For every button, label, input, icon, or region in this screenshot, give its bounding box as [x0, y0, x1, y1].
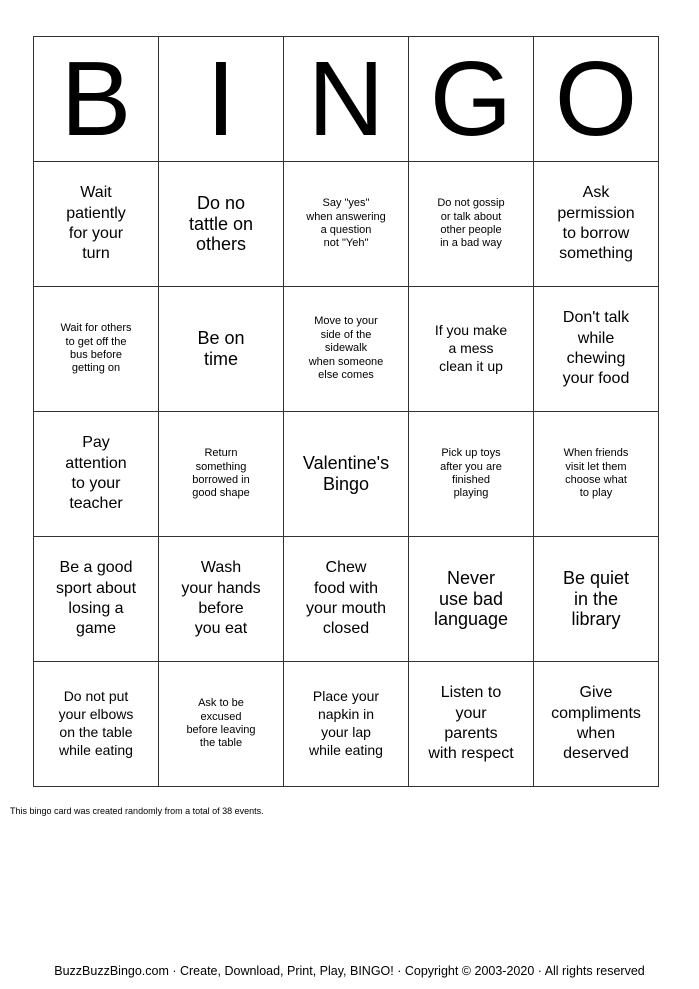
bingo-cell-g1: Do not gossip or talk about other people in a bad way	[409, 162, 534, 287]
bingo-cell-b5: Do not put your elbows on the table while eating	[34, 662, 159, 787]
bingo-row	[34, 162, 659, 287]
header-letter-o: O	[534, 37, 659, 162]
bingo-cell-o5: Give compliments when deserved	[534, 662, 659, 787]
header-letter-g: G	[409, 37, 534, 162]
bingo-cell-o4: Be quiet in the library	[534, 537, 659, 662]
bingo-row	[34, 287, 659, 412]
header-letter-n: N	[284, 37, 409, 162]
bingo-cell-n5: Place your napkin in your lap while eating	[284, 662, 409, 787]
bingo-cell-o2: Don't talk while chewing your food	[534, 287, 659, 412]
bingo-cell-g4: Never use bad language	[409, 537, 534, 662]
bingo-row	[34, 537, 659, 662]
header-letter-b: B	[34, 37, 159, 162]
bingo-cell-n4: Chew food with your mouth closed	[284, 537, 409, 662]
bingo-cell-n1: Say "yes" when answering a question not "Yeh"	[284, 162, 409, 287]
bingo-cell-o1: Ask permission to borrow something	[534, 162, 659, 287]
bingo-header	[34, 37, 659, 162]
header-letter-i: I	[159, 37, 284, 162]
bingo-cell-i4: Wash your hands before you eat	[159, 537, 284, 662]
bingo-cell-b3: Pay attention to your teacher	[34, 412, 159, 537]
bingo-cell-i1: Do no tattle on others	[159, 162, 284, 287]
bingo-cell-i3: Return something borrowed in good shape	[159, 412, 284, 537]
bingo-cell-g2: If you make a mess clean it up	[409, 287, 534, 412]
bingo-cell-g5: Listen to your parents with respect	[409, 662, 534, 787]
bingo-card	[33, 36, 659, 787]
page-footer: BuzzBuzzBingo.com · Create, Download, Print, Play, BINGO! · Copyright © 2003-2020 · All rights reserved	[54, 964, 645, 978]
bingo-cell-n3: Valentine's Bingo	[284, 412, 409, 537]
bingo-cell-i5: Ask to be excused before leaving the table	[159, 662, 284, 787]
bingo-row	[34, 412, 659, 537]
bingo-cell-g3: Pick up toys after you are finished playing	[409, 412, 534, 537]
bingo-cell-b2: Wait for others to get off the bus before getting on	[34, 287, 159, 412]
bingo-cell-i2: Be on time	[159, 287, 284, 412]
card-note: This bingo card was created randomly from a total of 38 events.	[10, 806, 264, 816]
bingo-cell-n2: Move to your side of the sidewalk when someone else comes	[284, 287, 409, 412]
bingo-cell-o3: When friends visit let them choose what to play	[534, 412, 659, 537]
bingo-grid	[34, 162, 659, 787]
header-row	[34, 37, 659, 162]
bingo-row	[34, 662, 659, 787]
bingo-cell-b4: Be a good sport about losing a game	[34, 537, 159, 662]
bingo-cell-b1: Wait patiently for your turn	[34, 162, 159, 287]
